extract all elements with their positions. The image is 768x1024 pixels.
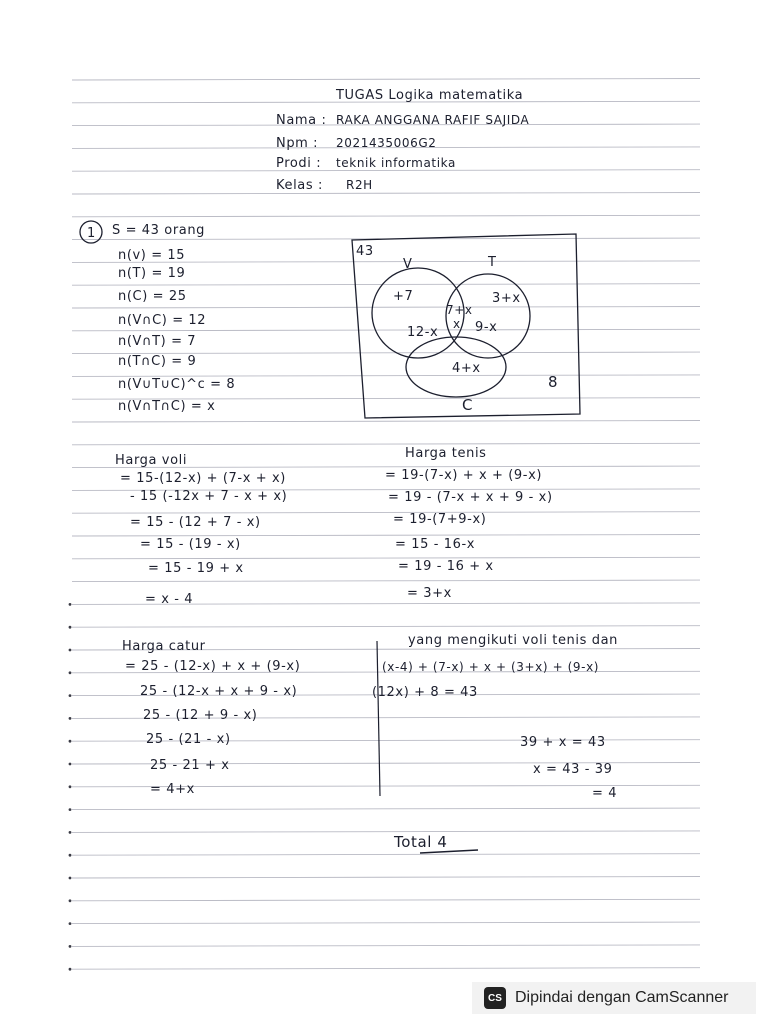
tenis-step-5: = 19 - 16 + x [398,559,494,574]
yang-title: yang mengikuti voli tenis dan [408,633,618,648]
margin-dots [69,603,72,971]
margin-dot [69,831,72,834]
tenis-step-6: = 3+x [407,586,452,601]
ruled-line [72,512,700,514]
name-value: RAKA ANGGANA RAFIF SAJIDA [336,113,530,127]
fact-v-and-c: n(V∩C) = 12 [118,313,207,328]
region-outside: 8 [548,373,559,391]
margin-dot [69,877,72,880]
fact-v-and-t: n(V∩T) = 7 [118,334,197,349]
margin-dot [69,649,72,652]
kelas-label: Kelas : [276,178,323,193]
tenis-step-4: = 15 - 16-x [395,537,476,552]
total-answer: Total 4 [394,833,448,851]
harga-voli-title: Harga voli [115,453,188,468]
margin-dot [69,854,72,857]
ruled-line [72,922,700,924]
ruled-line [72,854,700,856]
voli-step-4: = 15 - (19 - x) [140,537,241,552]
camscanner-watermark [472,982,756,1014]
margin-dot [69,740,72,743]
yang-result-1: 39 + x = 43 [520,735,606,750]
region-v-c: 12-x [407,325,439,340]
npm-label: Npm : [276,136,319,151]
catur-step-5: 25 - 21 + x [150,758,230,773]
set-c-label: C [462,396,474,414]
ruled-line [72,808,700,810]
region-t-c: 9-x [475,320,498,335]
region-all-three: x [453,317,461,331]
yang-result-3: = 4 [592,786,618,801]
ruled-line [72,443,700,445]
margin-dot [69,626,72,629]
margin-dot [69,785,72,788]
ruled-line [72,535,700,537]
region-v-only: +7 [393,289,414,304]
fact-t-and-c: n(T∩C) = 9 [118,354,197,369]
ruled-line [72,284,700,286]
margin-dot [69,717,72,720]
margin-dot [69,899,72,902]
voli-step-3: = 15 - (12 + 7 - x) [130,515,261,530]
margin-dot [69,603,72,606]
tenis-step-3: = 19-(7+9-x) [393,512,487,527]
tenis-step-2: = 19 - (7-x + x + 9 - x) [388,490,553,505]
ruled-line [72,899,700,901]
region-t-only: 3+x [492,291,521,306]
catur-step-2: 25 - (12-x + x + 9 - x) [140,684,298,699]
ruled-line [72,79,700,81]
region-c-only: 4+x [452,361,481,376]
ruled-line [72,626,700,628]
kelas-value: R2H [346,178,373,192]
fact-complement: n(V∪T∪C)^c = 8 [118,377,236,392]
margin-dot [69,968,72,971]
set-t-label: T [488,255,497,270]
prodi-value: teknik informatika [336,156,456,170]
npm-value: 2021435006G2 [336,136,437,150]
catur-step-6: = 4+x [150,782,195,797]
ruled-line [72,421,700,423]
voli-step-1: = 15-(12-x) + (7-x + x) [120,471,286,486]
ruled-line [72,329,700,331]
margin-dot [69,945,72,948]
ruled-line [72,968,700,970]
margin-dot [69,763,72,766]
catur-step-4: 25 - (21 - x) [146,732,231,747]
yang-result-2: x = 43 - 39 [533,762,613,777]
name-label: Nama : [276,113,327,128]
camscanner-logo: CS [484,987,506,1009]
voli-step-2: - 15 (-12x + 7 - x + x) [130,489,288,504]
ruled-line [72,831,700,833]
yang-line-2: (12x) + 8 = 43 [372,685,478,700]
camscanner-text: Dipindai dengan CamScanner [515,989,729,1006]
set-v-label: V [403,257,413,272]
universe-total: 43 [356,244,374,259]
voli-step-6: = x - 4 [145,592,194,607]
yang-line-1: (x-4) + (7-x) + x + (3+x) + (9-x) [382,660,600,674]
harga-tenis-title: Harga tenis [405,446,487,461]
margin-dot [69,671,72,674]
ruled-line [72,945,700,947]
assignment-title: TUGAS Logika matematika [336,88,524,103]
fact-n-t: n(T) = 19 [118,266,186,281]
catur-step-1: = 25 - (12-x) + x + (9-x) [125,659,301,674]
voli-step-5: = 15 - 19 + x [148,561,244,576]
catur-step-3: 25 - (12 + 9 - x) [143,708,258,723]
ruled-line [72,215,700,217]
region-v-t: 7+x [446,303,473,317]
ruled-line [72,307,700,309]
margin-dot [69,808,72,811]
harga-catur-title: Harga catur [122,639,206,654]
fact-n-c: n(C) = 25 [118,289,187,304]
fact-all-three: n(V∩T∩C) = x [118,399,216,414]
ruled-line [72,877,700,879]
column-divider [377,641,380,796]
margin-dot [69,922,72,925]
prodi-label: Prodi : [276,156,322,171]
fact-n-v: n(v) = 15 [118,248,186,263]
ruled-line [72,580,700,582]
ruled-line [72,557,700,559]
ruled-line [72,193,700,195]
problem-number: 1 [87,226,96,241]
fact-universe: S = 43 orang [112,223,206,238]
tenis-step-1: = 19-(7-x) + x + (9-x) [385,468,543,483]
margin-dot [69,694,72,697]
